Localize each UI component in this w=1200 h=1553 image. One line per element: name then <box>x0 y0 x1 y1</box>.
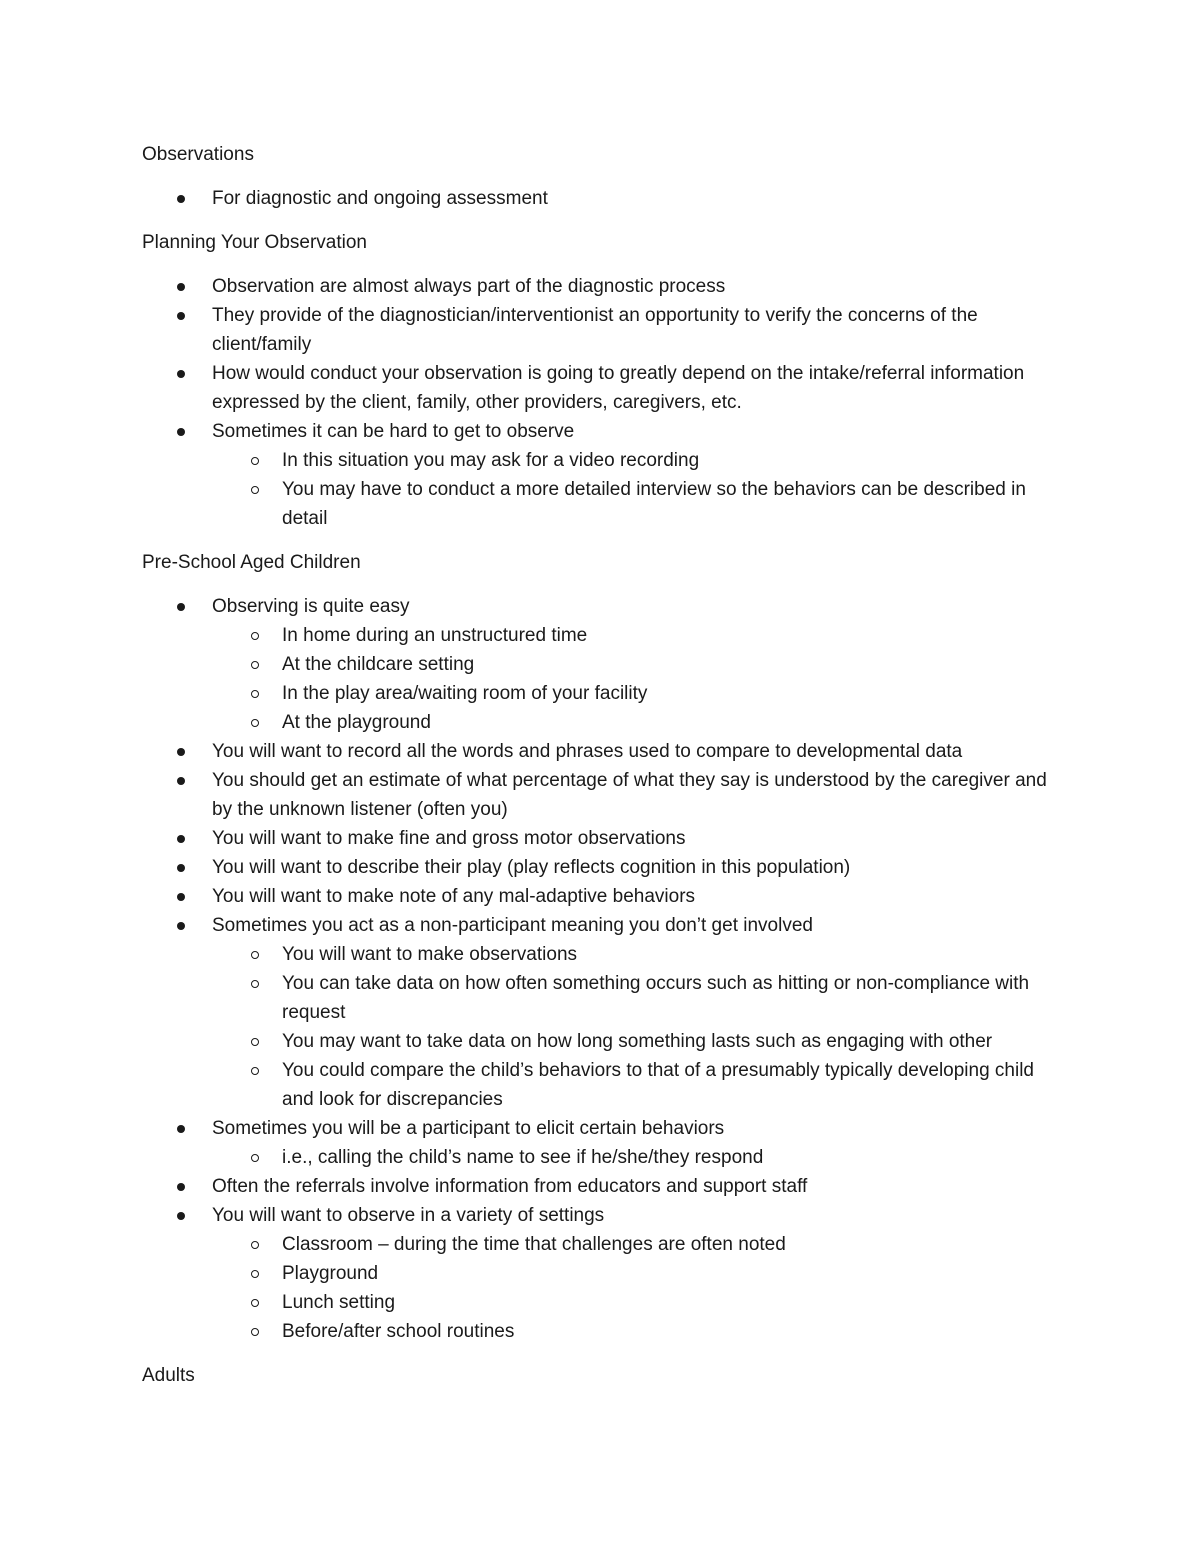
sub-list-item-text: Classroom – during the time that challenges are often noted <box>282 1234 786 1255</box>
list-item-text: You will want to record all the words and phrases used to compare to developmental data <box>212 741 963 762</box>
sub-bullet-list <box>212 940 1062 1114</box>
list-item <box>142 417 1062 533</box>
section-heading: Adults <box>142 1365 195 1386</box>
sub-list-item-text: You can take data on how often something occurs such as hitting or non-compliance with request <box>282 973 1030 1023</box>
hollow-bullet-icon <box>251 719 259 727</box>
filled-bullet-icon <box>177 835 185 843</box>
list-item-text: For diagnostic and ongoing assessment <box>212 188 548 209</box>
sub-list-item <box>212 1288 1062 1317</box>
sub-list-item <box>212 621 1062 650</box>
filled-bullet-icon <box>177 195 185 203</box>
section <box>142 1361 1062 1390</box>
list-item <box>142 592 1062 737</box>
list-item <box>142 766 1062 824</box>
sub-bullet-list <box>212 446 1062 533</box>
sub-list-item <box>212 650 1062 679</box>
sub-list-item-text: You may want to take data on how long something lasts such as engaging with other <box>282 1031 993 1052</box>
list-item-text: You will want to make note of any mal-adaptive behaviors <box>212 886 696 907</box>
sub-list-item <box>212 1317 1062 1346</box>
filled-bullet-icon <box>177 370 185 378</box>
list-item-text: You will want to make fine and gross motor observations <box>212 828 686 849</box>
sub-list-item-text: Playground <box>282 1263 379 1284</box>
list-item <box>142 1114 1062 1172</box>
list-item-text: Sometimes you act as a non-participant meaning you don’t get involved <box>212 915 813 936</box>
sub-list-item-text: At the playground <box>282 712 431 733</box>
list-item-text: Sometimes you will be a participant to elicit certain behaviors <box>212 1118 725 1139</box>
section-heading: Planning Your Observation <box>142 232 367 253</box>
filled-bullet-icon <box>177 1125 185 1133</box>
filled-bullet-icon <box>177 603 185 611</box>
filled-bullet-icon <box>177 864 185 872</box>
filled-bullet-icon <box>177 922 185 930</box>
filled-bullet-icon <box>177 748 185 756</box>
hollow-bullet-icon <box>251 951 259 959</box>
sub-list-item <box>212 1027 1062 1056</box>
filled-bullet-icon <box>177 1212 185 1220</box>
section <box>142 548 1062 1346</box>
list-item-text: You will want to describe their play (play reflects cognition in this population) <box>212 857 851 878</box>
sub-list-item <box>212 940 1062 969</box>
hollow-bullet-icon <box>251 632 259 640</box>
sub-bullet-list <box>212 1230 1062 1346</box>
sub-bullet-list <box>212 1143 1062 1172</box>
section <box>142 140 1062 213</box>
list-item-text: They provide of the diagnostician/interventionist an opportunity to verify the concerns of the client/family <box>212 305 978 355</box>
sub-list-item <box>212 1056 1062 1114</box>
list-item-text: You will want to observe in a variety of settings <box>212 1205 605 1226</box>
hollow-bullet-icon <box>251 1270 259 1278</box>
list-item <box>142 737 1062 766</box>
bullet-list <box>142 592 1062 1346</box>
section <box>142 228 1062 533</box>
list-item <box>142 853 1062 882</box>
sub-bullet-list <box>212 621 1062 737</box>
filled-bullet-icon <box>177 428 185 436</box>
filled-bullet-icon <box>177 283 185 291</box>
hollow-bullet-icon <box>251 486 259 494</box>
sub-list-item <box>212 708 1062 737</box>
sub-list-item-text: i.e., calling the child’s name to see if he/she/they respond <box>282 1147 764 1168</box>
document-body <box>142 140 1062 1405</box>
bullet-list <box>142 272 1062 533</box>
sub-list-item-text: At the childcare setting <box>282 654 475 675</box>
list-item-text: You should get an estimate of what percentage of what they say is understood by the caregiver and by the unknown listener (often you) <box>212 770 1047 820</box>
sub-list-item-text: In home during an unstructured time <box>282 625 588 646</box>
list-item <box>142 359 1062 417</box>
list-item-text: Often the referrals involve information from educators and support staff <box>212 1176 808 1197</box>
hollow-bullet-icon <box>251 980 259 988</box>
hollow-bullet-icon <box>251 457 259 465</box>
sub-list-item-text: You may have to conduct a more detailed interview so the behaviors can be described in detail <box>282 479 1026 529</box>
list-item <box>142 1172 1062 1201</box>
sub-list-item <box>212 1230 1062 1259</box>
hollow-bullet-icon <box>251 1067 259 1075</box>
list-item-text: Observing is quite easy <box>212 596 410 617</box>
sub-list-item-text: In this situation you may ask for a video recording <box>282 450 700 471</box>
list-item <box>142 882 1062 911</box>
filled-bullet-icon <box>177 312 185 320</box>
list-item <box>142 301 1062 359</box>
filled-bullet-icon <box>177 1183 185 1191</box>
sub-list-item <box>212 1143 1062 1172</box>
hollow-bullet-icon <box>251 1038 259 1046</box>
list-item <box>142 272 1062 301</box>
sub-list-item <box>212 969 1062 1027</box>
hollow-bullet-icon <box>251 1328 259 1336</box>
sub-list-item <box>212 679 1062 708</box>
sub-list-item <box>212 475 1062 533</box>
hollow-bullet-icon <box>251 1241 259 1249</box>
hollow-bullet-icon <box>251 661 259 669</box>
list-item-text: Sometimes it can be hard to get to observe <box>212 421 575 442</box>
hollow-bullet-icon <box>251 1154 259 1162</box>
hollow-bullet-icon <box>251 1299 259 1307</box>
section-heading: Observations <box>142 144 254 165</box>
sub-list-item-text: Before/after school routines <box>282 1321 515 1342</box>
sub-list-item <box>212 446 1062 475</box>
sub-list-item-text: Lunch setting <box>282 1292 396 1313</box>
sub-list-item-text: You will want to make observations <box>282 944 578 965</box>
bullet-list <box>142 184 1062 213</box>
sub-list-item-text: In the play area/waiting room of your facility <box>282 683 648 704</box>
list-item <box>142 1201 1062 1346</box>
list-item-text: Observation are almost always part of the diagnostic process <box>212 276 726 297</box>
sub-list-item-text: You could compare the child’s behaviors to that of a presumably typically developing child and look for discrepancies <box>282 1060 1035 1110</box>
list-item <box>142 184 1062 213</box>
filled-bullet-icon <box>177 777 185 785</box>
list-item <box>142 824 1062 853</box>
filled-bullet-icon <box>177 893 185 901</box>
sub-list-item <box>212 1259 1062 1288</box>
hollow-bullet-icon <box>251 690 259 698</box>
list-item <box>142 911 1062 1114</box>
section-heading: Pre-School Aged Children <box>142 552 361 573</box>
list-item-text: How would conduct your observation is going to greatly depend on the intake/referral information expressed by the client, family, other providers, caregivers, etc. <box>212 363 1025 413</box>
